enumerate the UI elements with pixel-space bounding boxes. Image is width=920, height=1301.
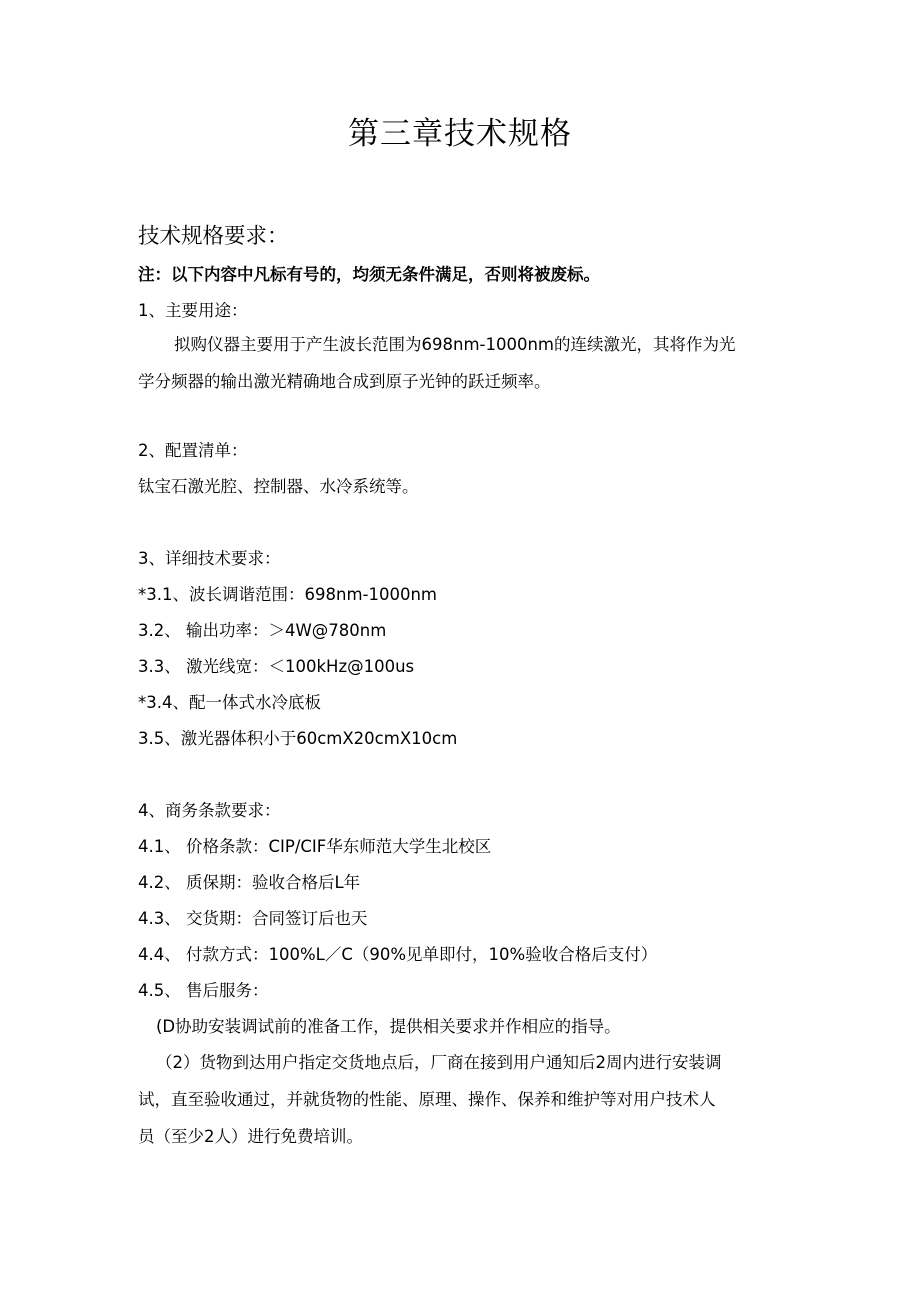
spec-item: 3.3、 激光线宽：＜100kHz@100us (138, 657, 415, 676)
section-1-paragraph-line-2: 学分频器的输出激光精确地合成到原子光钟的跃迁频率。 (138, 372, 551, 391)
requirement-note: 注：以下内容中凡标有号的，均须无条件满足，否则将被废标。 (138, 265, 600, 284)
service-item-1: (D协助安装调试前的准备工作，提供相关要求并作相应的指导。 (156, 1017, 621, 1036)
service-item-2-line-3: 员（至少2人）进行免费培训。 (138, 1127, 363, 1146)
commercial-item: 4.2、 质保期：验收合格后L年 (138, 873, 361, 892)
service-item-2-line-1: （2）货物到达用户指定交货地点后，厂商在接到用户通知后2周内进行安装调 (156, 1053, 722, 1072)
section-2-heading: 2、配置清单： (138, 441, 248, 460)
spec-item: 3.2、 输出功率：＞4W@780nm (138, 621, 387, 640)
section-1-heading: 1、主要用途： (138, 301, 248, 320)
commercial-item: 4.3、 交货期：合同签订后也天 (138, 909, 368, 928)
chapter-title: 第三章技术规格 (348, 116, 572, 152)
section-4-heading: 4、商务条款要求： (138, 801, 281, 820)
section-1-paragraph-line-1: 拟购仪器主要用于产生波长范围为698nm-1000nm的连续激光，其将作为光 (174, 335, 736, 354)
section-3-heading: 3、详细技术要求： (138, 549, 281, 568)
spec-item: *3.1、波长调谐范围：698nm-1000nm (138, 585, 437, 604)
section-subheading: 技术规格要求： (138, 224, 289, 249)
service-item-2-line-2: 试，直至验收通过，并就货物的性能、原理、操作、保养和维护等对用户技术人 (138, 1090, 716, 1109)
spec-item: *3.4、配一体式水冷底板 (138, 693, 321, 712)
spec-item: 3.5、激光器体积小于60cmX20cmX10cm (138, 729, 458, 748)
section-2-content: 钛宝石激光腔、控制器、水冷系统等。 (138, 477, 419, 496)
commercial-item: 4.4、 付款方式：100%L／C（90%见单即付，10%验收合格后支付） (138, 945, 658, 964)
commercial-item: 4.5、 售后服务： (138, 981, 269, 1000)
commercial-item: 4.1、 价格条款：CIP/CIF华东师范大学生北校区 (138, 837, 492, 856)
